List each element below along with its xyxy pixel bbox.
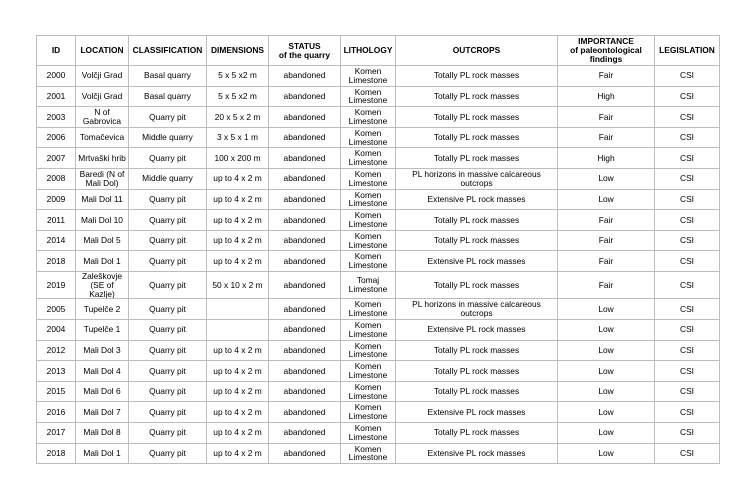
cell-status: abandoned [269,422,341,443]
cell-lithology: Komen Limestone [341,340,396,361]
cell-dimensions: up to 4 x 2 m [207,340,269,361]
table-row [37,107,720,128]
table-row [37,443,720,464]
cell-location: Tomačevica [76,127,129,148]
cell-importance: Low [558,361,655,382]
table-row [37,230,720,251]
cell-outcrops: Totally PL rock masses [396,210,558,231]
cell-classification: Quarry pit [129,210,207,231]
cell-id: 2006 [37,127,76,148]
cell-outcrops: Totally PL rock masses [396,361,558,382]
cell-id: 2001 [37,86,76,107]
cell-location: Tupelče 2 [76,299,129,320]
cell-classification: Quarry pit [129,299,207,320]
cell-importance: Low [558,299,655,320]
cell-status: abandoned [269,381,341,402]
cell-id: 2008 [37,168,76,189]
cell-dimensions: up to 4 x 2 m [207,402,269,423]
cell-importance: Fair [558,107,655,128]
header-status-title: STATUS [288,40,321,51]
cell-legislation: CSI [655,251,720,272]
header-status [269,36,341,66]
header-location: LOCATION [76,36,129,66]
cell-importance: Fair [558,271,655,298]
cell-status: abandoned [269,251,341,272]
cell-outcrops: Totally PL rock masses [396,381,558,402]
cell-location: Mali Dol 6 [76,381,129,402]
cell-status: abandoned [269,168,341,189]
table-body [37,66,720,464]
cell-lithology: Komen Limestone [341,402,396,423]
cell-classification: Quarry pit [129,402,207,423]
cell-dimensions [207,299,269,320]
cell-dimensions: 5 x 5 x2 m [207,86,269,107]
cell-outcrops: PL horizons in massive calcareous outcrops [396,299,558,320]
cell-status: abandoned [269,361,341,382]
cell-location: Mali Dol 4 [76,361,129,382]
cell-classification: Middle quarry [129,168,207,189]
cell-lithology: Komen Limestone [341,230,396,251]
cell-id: 2004 [37,319,76,340]
cell-lithology: Komen Limestone [341,299,396,320]
table-row [37,66,720,87]
cell-lithology: Komen Limestone [341,210,396,231]
cell-location: Mali Dol 8 [76,422,129,443]
cell-status: abandoned [269,66,341,87]
cell-lithology: Tomaj Limestone [341,271,396,298]
header-lithology: LITHOLOGY [341,36,396,66]
cell-outcrops: Totally PL rock masses [396,66,558,87]
cell-importance: Fair [558,66,655,87]
cell-dimensions: up to 4 x 2 m [207,230,269,251]
cell-classification: Quarry pit [129,189,207,210]
cell-id: 2011 [37,210,76,231]
cell-lithology: Komen Limestone [341,422,396,443]
cell-outcrops: Extensive PL rock masses [396,443,558,464]
cell-classification: Basal quarry [129,86,207,107]
cell-outcrops: PL horizons in massive calcareous outcrops [396,168,558,189]
cell-classification: Quarry pit [129,230,207,251]
cell-id: 2005 [37,299,76,320]
cell-location: Mrtvaški hrib [76,148,129,169]
cell-location: N of Gabrovica [76,107,129,128]
cell-id: 2003 [37,107,76,128]
cell-outcrops: Totally PL rock masses [396,148,558,169]
cell-importance: Low [558,443,655,464]
cell-importance: Low [558,189,655,210]
cell-outcrops: Totally PL rock masses [396,422,558,443]
cell-id: 2018 [37,251,76,272]
cell-importance: Low [558,422,655,443]
cell-dimensions: up to 4 x 2 m [207,251,269,272]
cell-location: Mali Dol 5 [76,230,129,251]
cell-legislation: CSI [655,381,720,402]
cell-importance: Low [558,340,655,361]
cell-status: abandoned [269,299,341,320]
cell-outcrops: Totally PL rock masses [396,271,558,298]
cell-location: Mali Dol 1 [76,443,129,464]
cell-lithology: Komen Limestone [341,361,396,382]
cell-location: Mali Dol 11 [76,189,129,210]
cell-lithology: Komen Limestone [341,168,396,189]
cell-location: Volčji Grad [76,66,129,87]
cell-legislation: CSI [655,127,720,148]
table-row [37,189,720,210]
header-classification: CLASSIFICATION [129,36,207,66]
cell-id: 2000 [37,66,76,87]
cell-lithology: Komen Limestone [341,319,396,340]
cell-id: 2014 [37,230,76,251]
cell-dimensions: 3 x 5 x 1 m [207,127,269,148]
cell-location: Volčji Grad [76,86,129,107]
cell-dimensions: 100 x 200 m [207,148,269,169]
cell-status: abandoned [269,402,341,423]
cell-legislation: CSI [655,443,720,464]
cell-classification: Quarry pit [129,340,207,361]
cell-legislation: CSI [655,86,720,107]
cell-status: abandoned [269,443,341,464]
cell-classification: Quarry pit [129,381,207,402]
cell-classification: Quarry pit [129,443,207,464]
cell-lithology: Komen Limestone [341,127,396,148]
cell-outcrops: Totally PL rock masses [396,340,558,361]
cell-dimensions: 50 x 10 x 2 m [207,271,269,298]
cell-dimensions [207,319,269,340]
table-row [37,127,720,148]
header-importance-title: IMPORTANCE [578,36,634,47]
cell-lithology: Komen Limestone [341,443,396,464]
cell-lithology: Komen Limestone [341,66,396,87]
cell-status: abandoned [269,189,341,210]
table-row [37,271,720,298]
cell-location: Mali Dol 1 [76,251,129,272]
cell-lithology: Komen Limestone [341,148,396,169]
cell-classification: Quarry pit [129,361,207,382]
cell-importance: Low [558,168,655,189]
cell-location: Zaleškovje (SE of Kazlje) [76,271,129,298]
cell-dimensions: up to 4 x 2 m [207,443,269,464]
table-row [37,148,720,169]
cell-status: abandoned [269,230,341,251]
table-row [37,402,720,423]
cell-dimensions: up to 4 x 2 m [207,189,269,210]
cell-status: abandoned [269,319,341,340]
cell-importance: Fair [558,251,655,272]
table-row [37,210,720,231]
table-row [37,299,720,320]
cell-status: abandoned [269,86,341,107]
header-status-subtitle: of the quarry [278,49,331,60]
header-id: ID [37,36,76,66]
cell-dimensions: up to 4 x 2 m [207,210,269,231]
cell-lithology: Komen Limestone [341,251,396,272]
cell-status: abandoned [269,107,341,128]
cell-outcrops: Extensive PL rock masses [396,251,558,272]
cell-outcrops: Extensive PL rock masses [396,402,558,423]
cell-legislation: CSI [655,107,720,128]
cell-legislation: CSI [655,230,720,251]
cell-importance: Low [558,319,655,340]
cell-legislation: CSI [655,402,720,423]
cell-id: 2016 [37,402,76,423]
cell-legislation: CSI [655,168,720,189]
cell-legislation: CSI [655,271,720,298]
cell-importance: Low [558,402,655,423]
cell-lithology: Komen Limestone [341,86,396,107]
cell-legislation: CSI [655,66,720,87]
cell-location: Mali Dol 3 [76,340,129,361]
cell-classification: Middle quarry [129,127,207,148]
cell-importance: High [558,148,655,169]
cell-outcrops: Totally PL rock masses [396,230,558,251]
cell-status: abandoned [269,127,341,148]
cell-legislation: CSI [655,340,720,361]
cell-id: 2019 [37,271,76,298]
cell-id: 2007 [37,148,76,169]
cell-outcrops: Totally PL rock masses [396,86,558,107]
header-outcrops: OUTCROPS [396,36,558,66]
cell-location: Tupelče 1 [76,319,129,340]
cell-id: 2017 [37,422,76,443]
cell-classification: Quarry pit [129,107,207,128]
cell-outcrops: Totally PL rock masses [396,107,558,128]
cell-importance: Fair [558,127,655,148]
cell-location: Baredi (N of Mali Dol) [76,168,129,189]
header-row [37,36,720,66]
cell-lithology: Komen Limestone [341,107,396,128]
cell-classification: Quarry pit [129,319,207,340]
table-row [37,422,720,443]
table-row [37,361,720,382]
table-row [37,381,720,402]
cell-dimensions: up to 4 x 2 m [207,381,269,402]
cell-outcrops: Totally PL rock masses [396,127,558,148]
table-row [37,251,720,272]
cell-outcrops: Extensive PL rock masses [396,189,558,210]
header-importance [558,36,655,66]
table-row [37,168,720,189]
cell-outcrops: Extensive PL rock masses [396,319,558,340]
cell-legislation: CSI [655,148,720,169]
cell-status: abandoned [269,210,341,231]
header-legislation: LEGISLATION [655,36,720,66]
quarry-table [36,35,720,464]
cell-id: 2018 [37,443,76,464]
cell-status: abandoned [269,271,341,298]
header-dimensions: DIMENSIONS [207,36,269,66]
cell-classification: Quarry pit [129,251,207,272]
cell-dimensions: 5 x 5 x2 m [207,66,269,87]
cell-status: abandoned [269,340,341,361]
cell-location: Mali Dol 7 [76,402,129,423]
cell-id: 2015 [37,381,76,402]
header-importance-subtitle: of paleontological findings [570,45,642,64]
cell-lithology: Komen Limestone [341,381,396,402]
cell-classification: Quarry pit [129,148,207,169]
cell-status: abandoned [269,148,341,169]
cell-dimensions: up to 4 x 2 m [207,422,269,443]
cell-id: 2009 [37,189,76,210]
cell-dimensions: up to 4 x 2 m [207,361,269,382]
cell-importance: Fair [558,230,655,251]
cell-legislation: CSI [655,299,720,320]
cell-legislation: CSI [655,361,720,382]
cell-location: Mali Dol 10 [76,210,129,231]
cell-dimensions: up to 4 x 2 m [207,168,269,189]
cell-legislation: CSI [655,422,720,443]
cell-legislation: CSI [655,210,720,231]
cell-id: 2013 [37,361,76,382]
cell-dimensions: 20 x 5 x 2 m [207,107,269,128]
cell-lithology: Komen Limestone [341,189,396,210]
cell-classification: Quarry pit [129,422,207,443]
cell-id: 2012 [37,340,76,361]
cell-legislation: CSI [655,189,720,210]
cell-importance: High [558,86,655,107]
cell-importance: Low [558,381,655,402]
table-row [37,86,720,107]
cell-importance: Fair [558,210,655,231]
table-header [37,36,720,66]
table-row [37,319,720,340]
table-row [37,340,720,361]
cell-classification: Basal quarry [129,66,207,87]
cell-classification: Quarry pit [129,271,207,298]
cell-legislation: CSI [655,319,720,340]
